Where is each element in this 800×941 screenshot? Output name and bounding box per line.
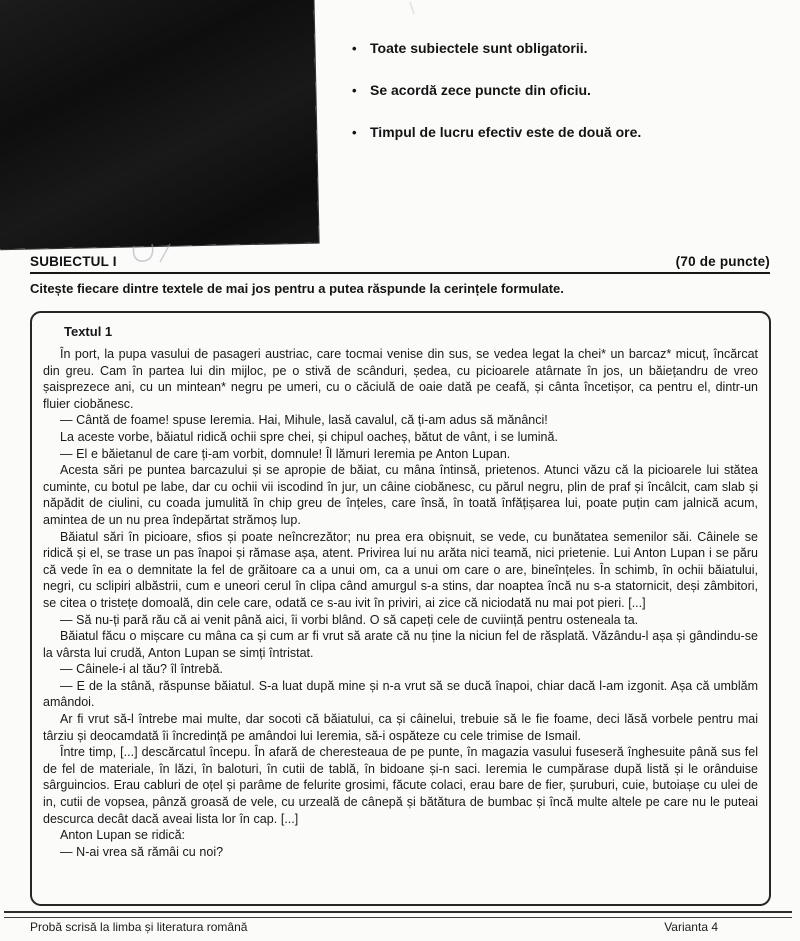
subject-title: SUBIECTUL I — [30, 254, 117, 269]
text1-paragraph: Băiatul sări în picioare, sfios și poate neîncrezător; nu prea era obișnuit, se vede, cu bunătatea semenilor săi. Câinele se ridică și el, se trase un pas înapoi și rămase așa, atent. Privirea lui nu arăta nici teamă, nici prietenie. Lui Anton Lupan i se păru că vede în ea o demnitate la fel de grăitoare ca a unui om, ca a unui om care o are, bineînțeles. În schimb, în ochii băiatului, negri, cu sclipiri albăstrii, cum e uneori cerul în clipa când amurgul s-a stins, dar noaptea încă nu s-a statornicit, deși zâmbitori, se citea o tristețe domoală, din cele care, odată ce s-au ivit în priviri, ai zice că niciodată nu mai pot pieri. [...] — [43, 529, 758, 610]
text1-paragraph: — Să nu-ți pară rău că ai venit până aici, îi vorbi blând. O să capeți cele de cuviință pentru osteneala ta. — [60, 612, 639, 627]
page-footer — [30, 920, 770, 934]
text1-body — [43, 346, 758, 860]
exam-rule-text: Toate subiectele sunt obligatorii. — [370, 40, 588, 56]
bullet-icon: • — [352, 83, 357, 98]
text1-paragraph: — Câinele-i al tău? îl întrebă. — [60, 662, 223, 677]
text1-paragraph: — El e băietanul de care ți-am vorbit, domnule! Îl lămuri Ieremia pe Anton Lupan. — [60, 446, 511, 461]
text1-paragraph: — E de la stână, răspunse băiatul. S-a luat după mine și n-a vrut să se ducă înapoi, chiar dacă l-am izgonit. Așa că umblăm amândoi. — [43, 678, 758, 710]
exam-rule-item — [352, 124, 782, 141]
instruction-text: Citește fiecare dintre textele de mai jos pentru a putea răspunde la cerințele formulate. — [30, 281, 564, 296]
text1-paragraph: Anton Lupan se ridică: — [60, 828, 185, 843]
exam-rules-list — [352, 40, 782, 166]
exam-rule-item — [352, 40, 782, 57]
exam-rule-item — [352, 82, 782, 99]
bullet-icon: • — [352, 41, 357, 56]
footer-divider — [4, 911, 792, 918]
text1-paragraph: În port, la pupa vasului de pasageri austriac, care tocmai venise din sus, se vedea legat la chei* un barcaz* micuț, încărcat din greu. Cam în partea lui din mijloc, pe o stivă de scânduri, ședea, cu picioarele atârnate în jos, un băiețandru de vreo șaisprezece ani, cu un mintean* negru pe umeri, cu o căciulă de oaie dată pe ceafă, și cânta încetișor, ca pentru el, dintr-un fluier ciobănesc. — [43, 347, 758, 411]
subject-points: (70 de puncte) — [675, 254, 770, 269]
text1-paragraph: Ar fi vrut să-l întrebe mai multe, dar socoti că băiatului, ca și câinelui, trebuie să le fie foame, deci lăsă vorbele pentru mai târziu și deocamdată îi încredință pe amândoi lui Ieremia, să-i ospăteze cu cele trimise de Ismail. — [43, 712, 758, 743]
text1-paragraph: Între timp, [...] descărcatul începu. În afară de cheresteaua de pe punte, în magazia vasului fuseseră înghesuite până sus fel de fel de materiale, în lăzi, în baloturi, în cutii de tablă, în bidoane și-n saci. Ieremia le cumpărase după listă și le orânduise sârguincios. Erau cabluri de oțel și parâme de felurite grosimi, făcute colaci, erau bare de fier, șuruburi, cuie, butoiașe cu ulei de in, cutii de vopsea, pânză groasă de vele, cu urzeală de cânepă și bătătura de bumbac și încă multe altele pe care nu le puteai descurca decât dacă aveai lista lor în cap. [...] — [43, 745, 758, 826]
text1-paragraph: — N-ai vrea să rămâi cu noi? — [60, 844, 224, 859]
text1-title: Textul 1 — [64, 324, 113, 339]
subject-heading-row — [30, 254, 770, 274]
exam-rule-text: Se acordă zece puncte din oficiu. — [370, 82, 591, 98]
footer-exam-name: Probă scrisă la limba și literatura română — [30, 920, 248, 934]
text1-paragraph: La aceste vorbe, băiatul ridică ochii spre chei, și chipul oacheș, bătut de vânt, i se lumină. — [60, 429, 558, 444]
redacted-region — [0, 0, 319, 249]
exam-rule-text: Timpul de lucru efectiv este de două ore. — [370, 124, 642, 140]
text1-paragraph: Acesta sări pe puntea barcazului și se apropie de băiat, cu mâna întinsă, prietenos. Atunci văzu că la picioarele lui stătea cuminte, cu botul pe labe, dar cu ochii vii iscodind în jur, un câine ciobănesc, cu părul negru, plin de praf și încâlcit, cam slab și năpădit de ciulini, cu coada jumulită în chip greu de înțeles, care însă, în toată înfățișarea lui, poate puțin cam jalnică acum, amintea de un nu prea îndepărtat strămoș lup. — [43, 463, 758, 527]
pen-mark-icon — [400, 0, 430, 16]
text1-paragraph: — Cântă de foame! spuse Ieremia. Hai, Mihule, lasă cavalul, că ți-am adus să mănânci! — [60, 413, 548, 428]
bullet-icon: • — [352, 125, 357, 140]
text1-paragraph: Băiatul făcu o mișcare cu mâna ca și cum ar fi vrut să arate că nu ține la niciun fel de răsplată. Văzându-l așa și gândindu-se la vârsta lui crudă, Anton Lupan se simți întristat. — [43, 629, 758, 660]
footer-variant-label: Varianta 4 — [664, 920, 718, 934]
text1-box — [30, 311, 771, 906]
